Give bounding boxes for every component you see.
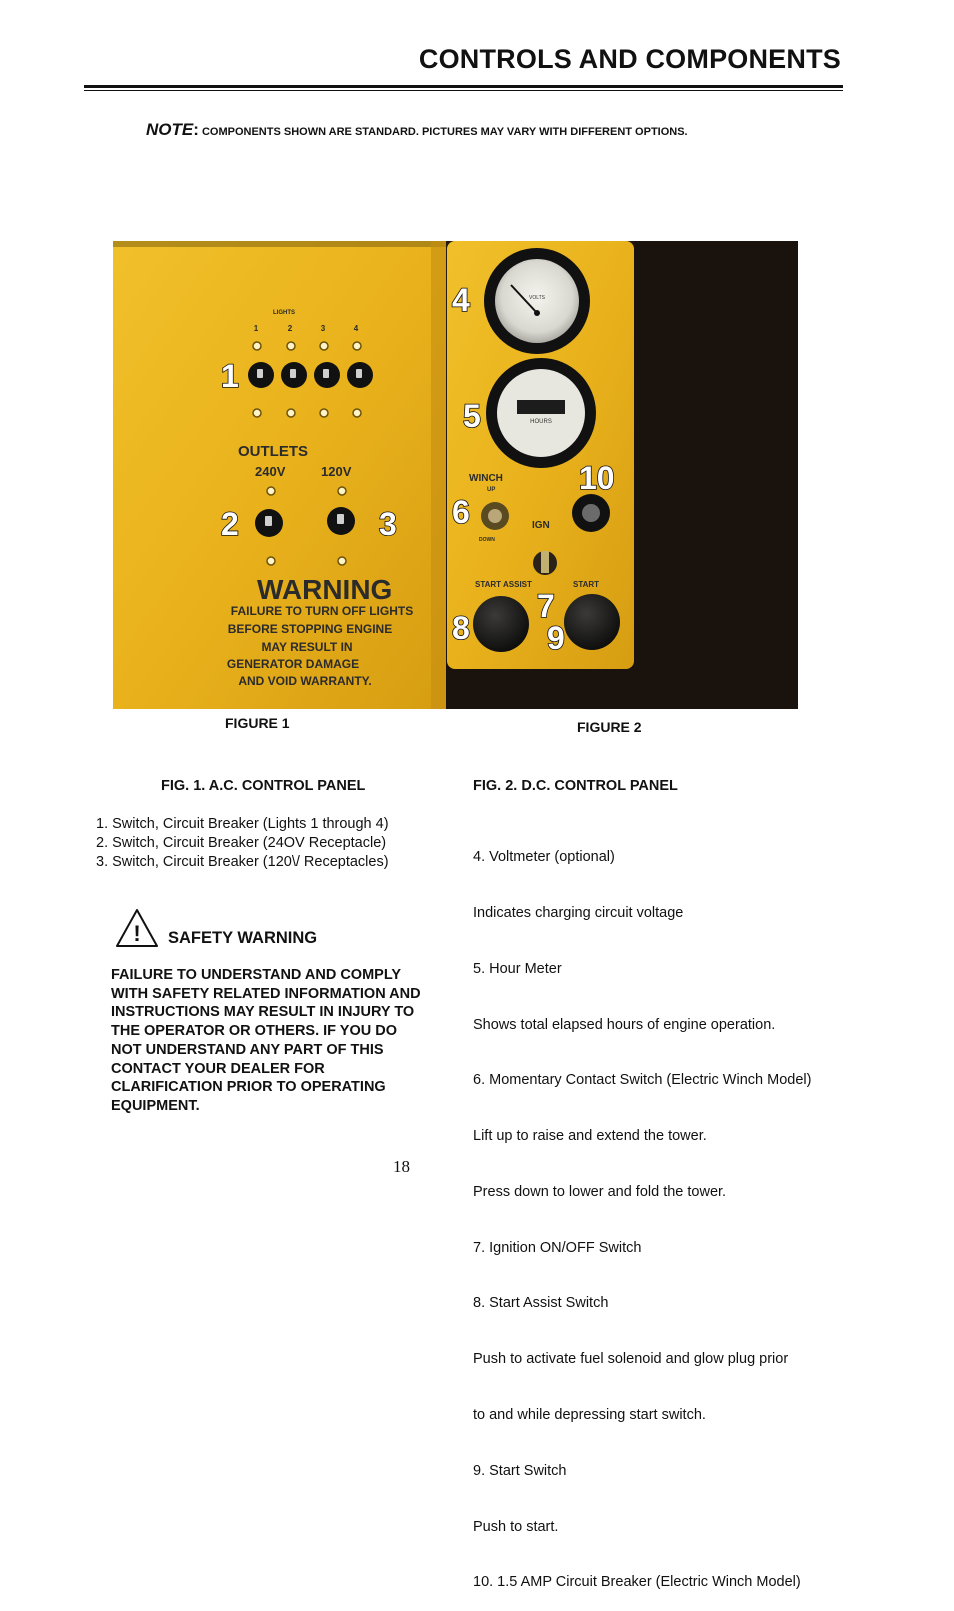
warning-triangle-icon bbox=[115, 908, 159, 948]
light-num-3: 3 bbox=[320, 324, 326, 333]
list-item: Push to start. bbox=[473, 1518, 559, 1535]
list-item: Shows total elapsed hours of engine operation. bbox=[473, 1016, 776, 1033]
note-text: COMPONENTS SHOWN ARE STANDARD. PICTURES MAY VARY WITH DIFFERENT OPTIONS. bbox=[198, 126, 688, 138]
page-title: CONTROLS AND COMPONENTS bbox=[418, 44, 841, 74]
list-item: 5. Hour Meter bbox=[473, 960, 562, 977]
list-item: Indicates charging circuit voltage bbox=[473, 904, 684, 921]
list-item: Push to activate fuel solenoid and glow plug prior bbox=[473, 1351, 789, 1368]
callout-10: 10 bbox=[579, 460, 615, 496]
safety-warning-title: SAFETY WARNING bbox=[168, 929, 318, 947]
start-assist-label: START ASSIST bbox=[475, 580, 532, 589]
note-label: NOTE bbox=[146, 120, 194, 139]
v120-label: 120V bbox=[321, 464, 352, 479]
title-rule-thin bbox=[84, 90, 843, 91]
figure-2-caption: FIGURE 2 bbox=[577, 719, 642, 735]
list-item: 3. Switch, Circuit Breaker (120\/ Receptacles) bbox=[96, 854, 389, 870]
outlets-label: OUTLETS bbox=[238, 443, 308, 460]
list-item: 9. Start Switch bbox=[473, 1462, 567, 1479]
light-num-2: 2 bbox=[287, 324, 293, 333]
ac-panel-heading: FIG. 1. A.C. CONTROL PANEL bbox=[161, 778, 366, 794]
warning-line-1: FAILURE TO TURN OFF LIGHTS bbox=[230, 604, 414, 618]
note-line bbox=[146, 120, 688, 140]
warning-line-3: MAY RESULT IN bbox=[261, 640, 353, 654]
callout-8: 8 bbox=[452, 610, 470, 646]
control-panel-photo bbox=[113, 241, 798, 709]
callout-5: 5 bbox=[463, 398, 481, 434]
light-num-1: 1 bbox=[253, 324, 259, 333]
list-item: 2. Switch, Circuit Breaker (24OV Receptacle) bbox=[96, 835, 387, 851]
dc-panel-heading: FIG. 2. D.C. CONTROL PANEL bbox=[473, 778, 678, 794]
warning-heading: WARNING bbox=[257, 574, 393, 605]
callout-1: 1 bbox=[221, 358, 239, 394]
list-item: 6. Momentary Contact Switch (Electric Winch Model) bbox=[473, 1072, 812, 1089]
warning-symbol: ! bbox=[133, 921, 141, 946]
callout-3: 3 bbox=[379, 506, 397, 542]
callout-9: 9 bbox=[547, 620, 565, 656]
list-item: to and while depressing start switch. bbox=[473, 1407, 706, 1423]
page-number: 18 bbox=[393, 1157, 410, 1176]
warning-line-5: AND VOID WARRANTY. bbox=[238, 674, 372, 688]
list-item: 7. Ignition ON/OFF Switch bbox=[473, 1239, 642, 1256]
callout-4: 4 bbox=[452, 282, 470, 318]
down-label: DOWN bbox=[479, 537, 495, 543]
title-rule-thick bbox=[84, 85, 843, 88]
warning-line-4: GENERATOR DAMAGE bbox=[226, 657, 360, 671]
start-button bbox=[564, 594, 620, 650]
winch-label: WINCH bbox=[469, 473, 503, 484]
callout-2: 2 bbox=[221, 506, 239, 542]
safety-warning-body: FAILURE TO UNDERSTAND AND COMPLY WITH SAFETY RELATED INFORMATION AND INSTRUCTIONS MAY RESULT IN INJURY TO THE OPERATOR OR OTHERS. IF YOU DO NOT UNDERSTAND ANY PART OF THIS CONTACT YOUR DEALER FOR CLARIFICATION PRIOR TO OPERATING EQUIPMENT. bbox=[111, 967, 421, 1114]
warning-line-2: BEFORE STOPPING ENGINE bbox=[227, 622, 393, 636]
callout-7: 7 bbox=[537, 588, 555, 624]
list-item: 10. 1.5 AMP Circuit Breaker (Electric Winch Model) bbox=[473, 1574, 801, 1591]
list-item: 1. Switch, Circuit Breaker (Lights 1 through 4) bbox=[96, 816, 389, 832]
list-item: 8. Start Assist Switch bbox=[473, 1295, 609, 1312]
lights-label: LIGHTS bbox=[273, 310, 295, 316]
start-label: START bbox=[573, 580, 600, 589]
note-colon: : bbox=[193, 120, 199, 139]
volts-label: VOLTS bbox=[528, 295, 546, 301]
start-assist-button bbox=[473, 596, 529, 652]
ign-label: IGN bbox=[532, 520, 550, 531]
figure-1-caption: FIGURE 1 bbox=[225, 715, 290, 731]
ac-panel-list bbox=[96, 815, 389, 872]
list-item: Press down to lower and fold the tower. bbox=[473, 1183, 727, 1200]
list-item: 4. Voltmeter (optional) bbox=[473, 849, 615, 866]
list-item: Lift up to raise and extend the tower. bbox=[473, 1128, 707, 1145]
light-num-4: 4 bbox=[353, 324, 359, 333]
v240-label: 240V bbox=[255, 464, 286, 479]
callout-6: 6 bbox=[452, 494, 470, 530]
dc-panel-list bbox=[473, 811, 811, 1611]
up-label: UP bbox=[487, 487, 496, 493]
hours-label: HOURS bbox=[530, 419, 552, 425]
